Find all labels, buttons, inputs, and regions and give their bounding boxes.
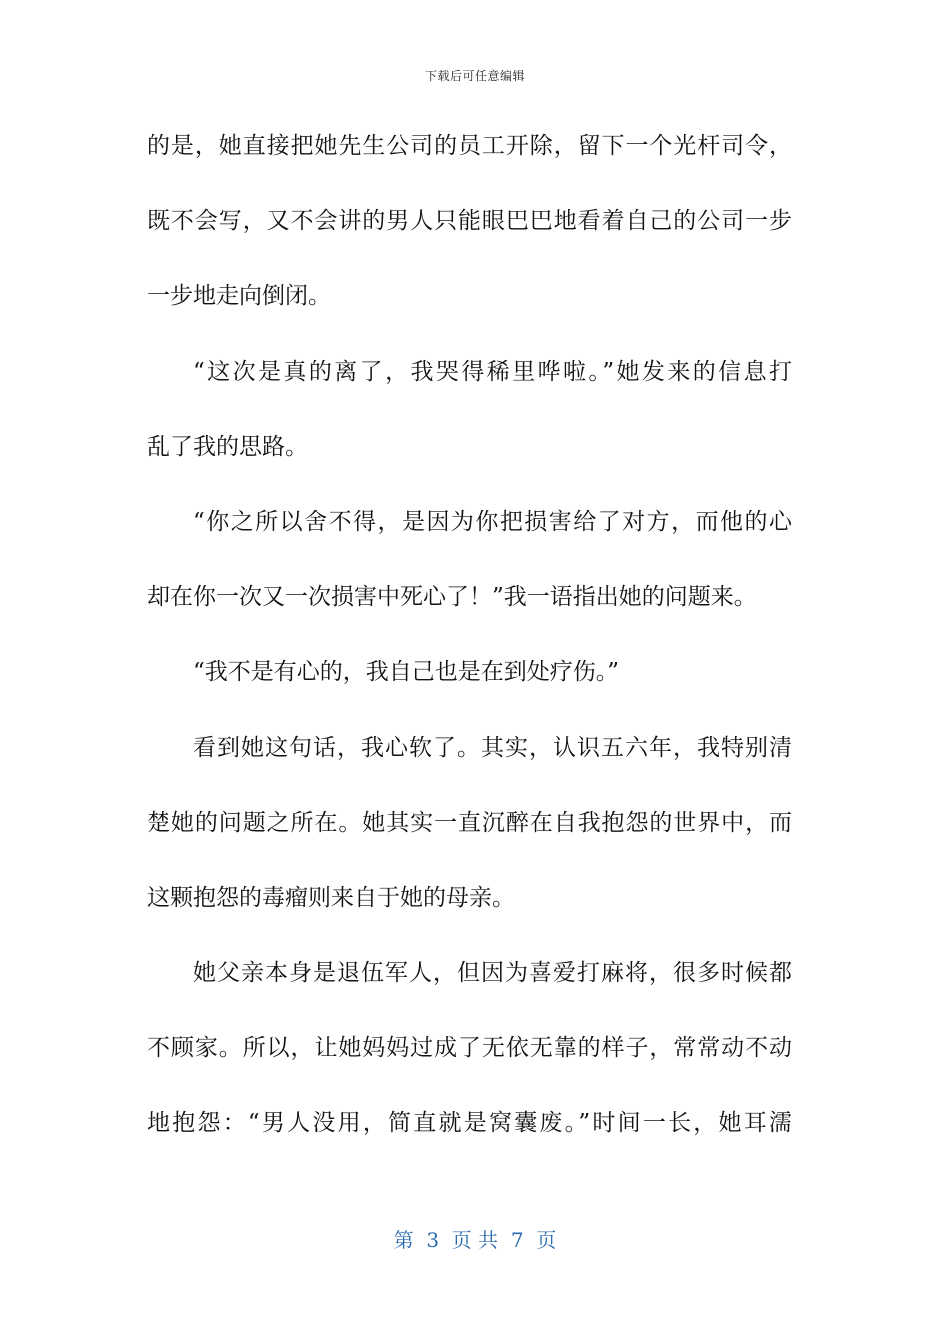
text-line: 既不会写，又不会讲的男人只能眼巴巴地看着自己的公司一步 xyxy=(147,208,792,235)
text-line: 不顾家。所以，让她妈妈过成了无依无靠的样子，常常动不动 xyxy=(147,1035,792,1062)
text-line: 一步地走向倒闭。 xyxy=(147,283,331,310)
text-line: 看到她这句话，我心软了。其实，认识五六年，我特别清 xyxy=(193,734,792,761)
page-number: 第 3 页 共 7 页 xyxy=(393,1228,557,1252)
text-line: 乱了我的思路。 xyxy=(147,433,308,460)
text-line: “你之所以舍不得，是因为你把损害给了对方，而他的心 xyxy=(193,508,792,535)
text-line: 却在你一次又一次损害中死心了！”我一语指出她的问题来。 xyxy=(147,584,757,611)
text-line: “这次是真的离了，我哭得稀里哗啦。”她发来的信息打 xyxy=(193,358,792,385)
text-line: 地抱怨：“男人没用，简直就是窝囊废。”时间一长，她耳濡 xyxy=(147,1110,792,1137)
text-line: 的是，她直接把她先生公司的员工开除，留下一个光杆司令， xyxy=(147,133,792,159)
header-note: 下载后可任意编辑 xyxy=(424,69,525,83)
text-line: 这颗抱怨的毒瘤则来自于她的母亲。 xyxy=(147,884,515,911)
document-body xyxy=(147,124,792,1177)
text-line: 她父亲本身是退伍军人，但因为喜爱打麻将，很多时候都 xyxy=(193,960,792,987)
text-line: 楚她的问题之所在。她其实一直沉醉在自我抱怨的世界中，而 xyxy=(147,809,792,836)
text-line: “我不是有心的，我自己也是在到处疗伤。” xyxy=(193,659,620,686)
